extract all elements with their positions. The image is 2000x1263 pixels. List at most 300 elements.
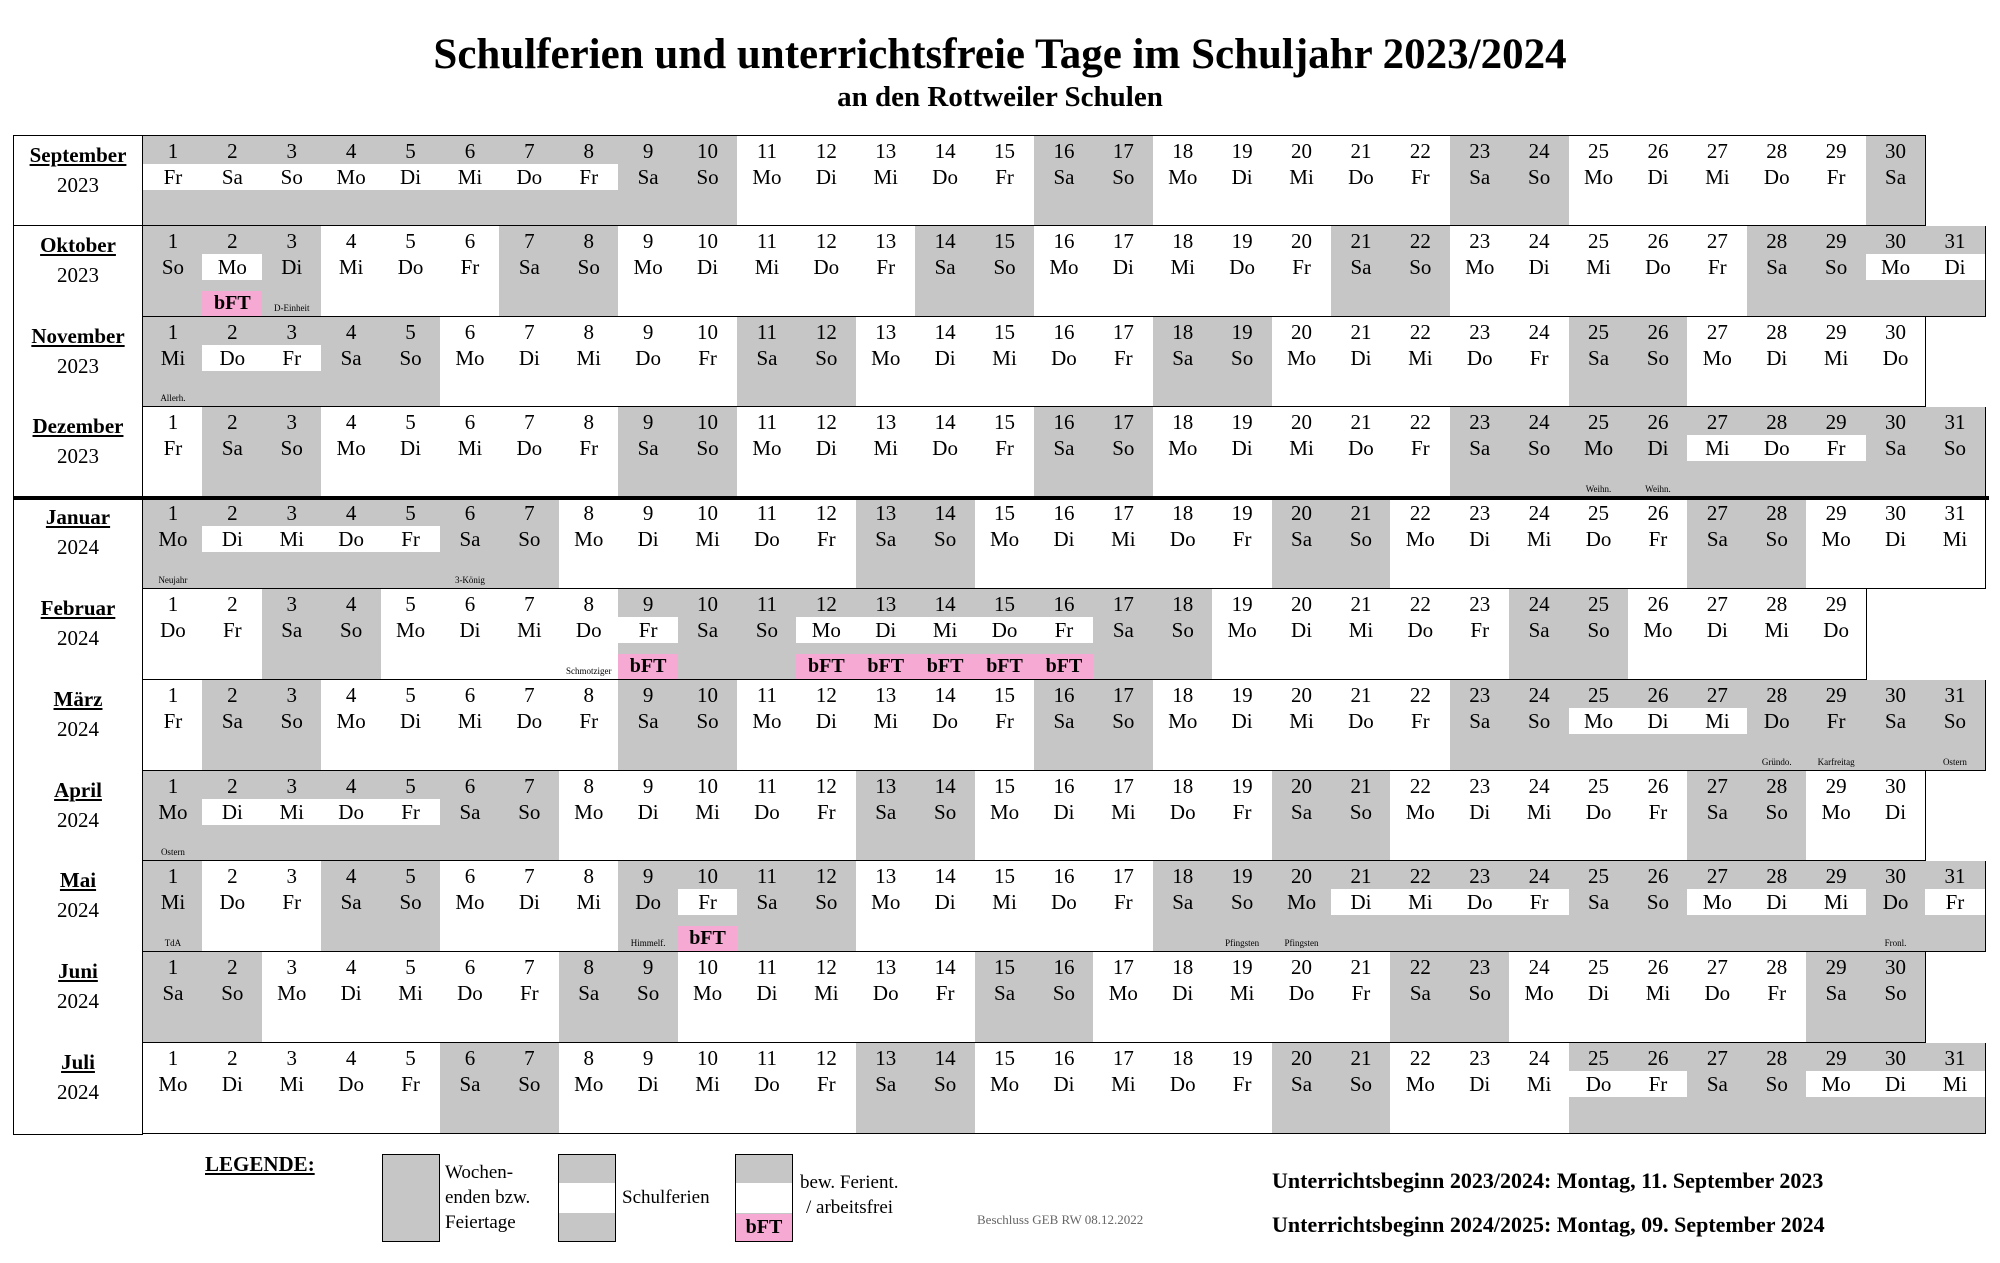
- day-number: 1: [167, 410, 179, 435]
- day-weekday: Fr: [1113, 345, 1133, 370]
- day-weekday: Sa: [1588, 345, 1610, 370]
- day-weekday: Sa: [994, 981, 1016, 1006]
- day-number: 20: [1291, 1046, 1313, 1070]
- day-number: 13: [875, 319, 897, 344]
- day-cell: [1747, 952, 1808, 1043]
- month-label: [13, 135, 143, 226]
- day-weekday: Sa: [1825, 981, 1847, 1006]
- day-number: 23: [1469, 139, 1491, 163]
- day-weekday: Mi: [517, 618, 542, 642]
- holiday-note: Ostern: [1942, 756, 1967, 767]
- day-weekday: Mi: [695, 1072, 720, 1096]
- day-weekday: Di: [1231, 708, 1253, 733]
- day-cell: [559, 589, 620, 680]
- day-cell: [856, 861, 917, 952]
- day-number: 26: [1647, 139, 1669, 163]
- day-cell: [1450, 861, 1511, 952]
- day-weekday: Sa: [1885, 436, 1907, 461]
- day-number: 8: [583, 139, 594, 163]
- day-number: 21: [1350, 228, 1372, 253]
- day-cell: [262, 589, 323, 680]
- day-cell: [1390, 135, 1451, 226]
- day-cell: [618, 1043, 679, 1134]
- day-cell: [796, 771, 857, 862]
- holiday-note: Fronl.: [1884, 938, 1907, 949]
- day-weekday: Di: [400, 708, 422, 733]
- day-weekday: So: [696, 165, 719, 189]
- day-cell: [1687, 861, 1748, 952]
- day-cell: [1272, 589, 1333, 680]
- day-weekday: So: [934, 1072, 957, 1096]
- day-cell: [1628, 498, 1689, 589]
- day-weekday: Fr: [282, 890, 302, 915]
- day-weekday: So: [221, 981, 244, 1006]
- day-number: 5: [405, 592, 416, 616]
- day-weekday: Fr: [678, 889, 738, 915]
- day-cell: [1331, 498, 1392, 589]
- day-number: 6: [464, 773, 476, 798]
- day-number: 6: [464, 955, 476, 980]
- day-cell: [1153, 498, 1214, 589]
- day-weekday: Mo: [1168, 708, 1198, 733]
- day-cell: [1390, 407, 1451, 498]
- day-weekday: Fr: [995, 436, 1014, 461]
- day-weekday: Fr: [143, 164, 203, 190]
- day-weekday: Fr: [1707, 254, 1727, 279]
- day-number: 20: [1291, 139, 1313, 163]
- day-cell: [618, 589, 679, 680]
- day-number: 15: [994, 864, 1016, 889]
- month-name: Juni: [58, 959, 98, 984]
- day-weekday: So: [1231, 345, 1254, 370]
- day-number: 1: [167, 139, 179, 163]
- day-weekday: Fr: [559, 164, 619, 190]
- day-cell: [1450, 407, 1511, 498]
- day-number: 1: [167, 773, 179, 798]
- day-cell: [1866, 1043, 1927, 1134]
- day-weekday: Mi: [440, 164, 500, 190]
- legend-bft-swatch: [735, 1154, 793, 1242]
- day-cell: [1747, 1043, 1808, 1134]
- day-weekday: So: [1171, 618, 1194, 642]
- day-number: 25: [1588, 228, 1610, 253]
- day-number: 11: [756, 592, 778, 616]
- day-weekday: Sa: [637, 708, 659, 733]
- day-cell: [202, 861, 263, 952]
- day-cell: [796, 498, 857, 589]
- day-number: 7: [524, 228, 535, 253]
- holiday-note: Allerh.: [160, 393, 186, 404]
- day-cell: [678, 135, 739, 226]
- day-weekday: Fr: [1232, 1072, 1252, 1096]
- day-weekday: Sa: [1291, 527, 1313, 552]
- day-cell: [1093, 498, 1154, 589]
- day-cell: [1331, 952, 1392, 1043]
- day-cell: [618, 135, 679, 226]
- day-weekday: Di: [1053, 527, 1075, 552]
- day-number: 21: [1350, 773, 1372, 798]
- day-cell: [1450, 317, 1511, 408]
- day-cell: [1687, 680, 1748, 771]
- day-weekday: Sa: [1053, 708, 1075, 733]
- day-weekday: Do: [1882, 345, 1909, 370]
- day-cell: [1034, 589, 1095, 680]
- day-weekday: Sa: [1706, 1072, 1728, 1096]
- day-number: 4: [345, 319, 357, 344]
- day-weekday: So: [518, 799, 541, 824]
- day-weekday: Di: [1647, 436, 1669, 461]
- day-number: 15: [994, 773, 1016, 798]
- day-number: 10: [697, 773, 719, 798]
- day-number: 9: [642, 955, 654, 980]
- day-weekday: Mi: [695, 527, 720, 552]
- day-cell: [975, 498, 1036, 589]
- day-weekday: So: [1468, 981, 1491, 1006]
- day-number: 2: [227, 773, 238, 798]
- day-cell: [1628, 771, 1689, 862]
- day-number: 22: [1409, 501, 1431, 526]
- day-number: 2: [227, 228, 238, 253]
- day-weekday: Fr: [1470, 618, 1490, 642]
- day-weekday: Mi: [1526, 527, 1552, 552]
- day-weekday: Sa: [340, 890, 362, 915]
- day-cell: [202, 771, 263, 862]
- day-number: 15: [994, 139, 1016, 163]
- day-cell: [143, 498, 204, 589]
- day-number: 16: [1053, 682, 1075, 707]
- day-weekday: Mo: [871, 890, 901, 915]
- day-number: 24: [1528, 228, 1550, 253]
- day-number: 4: [345, 1046, 357, 1070]
- day-weekday: So: [1349, 527, 1373, 552]
- day-weekday: So: [1587, 618, 1610, 642]
- day-number: 18: [1172, 410, 1194, 435]
- day-cell: [1034, 680, 1095, 771]
- day-cell: [321, 498, 382, 589]
- day-cell: [499, 680, 560, 771]
- day-weekday: Mi: [1925, 1071, 1985, 1097]
- day-cell: [1331, 407, 1392, 498]
- day-number: 18: [1172, 319, 1194, 344]
- day-cell: [381, 589, 442, 680]
- day-number: 15: [994, 228, 1016, 253]
- day-number: 9: [642, 1046, 654, 1070]
- day-cell: [1390, 861, 1451, 952]
- day-number: 16: [1053, 773, 1075, 798]
- day-number: 19: [1231, 773, 1253, 798]
- day-number: 27: [1706, 228, 1728, 253]
- day-cell: [559, 861, 620, 952]
- day-number: 5: [405, 410, 416, 435]
- day-number: 8: [583, 864, 594, 889]
- day-weekday: So: [161, 254, 185, 279]
- day-number: 26: [1647, 1046, 1669, 1070]
- day-number: 16: [1053, 228, 1075, 253]
- day-weekday: Mo: [989, 1072, 1020, 1096]
- day-cell: [1747, 407, 1808, 498]
- day-weekday: Fr: [163, 436, 183, 461]
- day-cell: [737, 407, 798, 498]
- day-weekday: Do: [202, 345, 262, 371]
- day-number: 23: [1469, 228, 1491, 253]
- day-number: 31: [1944, 228, 1966, 253]
- day-weekday: Mi: [1111, 1072, 1136, 1096]
- day-weekday: Mi: [1764, 618, 1789, 642]
- day-cell: [1153, 680, 1214, 771]
- day-weekday: Mi: [695, 799, 720, 824]
- day-number: 22: [1409, 864, 1431, 889]
- day-weekday: Do: [338, 1072, 364, 1096]
- day-number: 6: [464, 592, 476, 616]
- day-cell: [1390, 498, 1451, 589]
- day-weekday: Di: [637, 1072, 659, 1096]
- day-weekday: Do: [575, 618, 602, 642]
- day-cell: [1806, 226, 1867, 317]
- day-number: 13: [875, 682, 897, 707]
- day-weekday: Fr: [1529, 345, 1549, 370]
- day-number: 9: [642, 592, 654, 616]
- day-number: 30: [1885, 228, 1907, 253]
- day-weekday: Mo: [989, 527, 1020, 552]
- day-number: 3: [286, 139, 297, 163]
- day-cell: [1212, 771, 1273, 862]
- day-cell: [1569, 861, 1630, 952]
- day-weekday: Mi: [1645, 981, 1671, 1006]
- day-cell: [1747, 226, 1808, 317]
- day-cell: [1390, 771, 1451, 862]
- day-cell: [143, 1043, 204, 1134]
- day-number: 14: [934, 955, 956, 980]
- day-weekday: Fr: [381, 526, 441, 552]
- day-number: 10: [697, 228, 719, 253]
- day-cell: [1093, 317, 1154, 408]
- day-cell: [1866, 407, 1927, 498]
- day-number: 17: [1112, 955, 1134, 980]
- day-number: 1: [167, 682, 179, 707]
- day-cell: [1687, 135, 1748, 226]
- day-number: 12: [815, 410, 837, 435]
- day-weekday: Di: [637, 527, 659, 552]
- day-weekday: Fr: [816, 799, 836, 824]
- day-number: 14: [934, 139, 956, 163]
- day-weekday: Sa: [1172, 890, 1194, 915]
- day-weekday: Fr: [816, 1072, 836, 1096]
- day-number: 8: [583, 228, 594, 253]
- day-number: 22: [1409, 955, 1431, 980]
- day-weekday: Do: [813, 254, 840, 279]
- day-number: 13: [875, 410, 897, 435]
- day-cell: [1153, 135, 1214, 226]
- day-cell: [1687, 498, 1748, 589]
- month-name: April: [54, 777, 102, 802]
- day-weekday: Mo: [1687, 889, 1747, 915]
- day-number: 22: [1409, 592, 1431, 616]
- day-weekday: Di: [202, 799, 262, 825]
- day-cell: [143, 407, 204, 498]
- day-weekday: So: [815, 345, 838, 370]
- day-cell: [1569, 680, 1630, 771]
- day-cell: [1034, 135, 1095, 226]
- day-number: 9: [642, 501, 654, 526]
- day-weekday: Di: [518, 345, 540, 370]
- day-weekday: Do: [754, 527, 780, 552]
- day-weekday: Sa: [637, 165, 659, 189]
- day-weekday: Sa: [518, 254, 540, 279]
- legend-bft-text: bew. Ferient. / arbeitsfrei: [800, 1172, 899, 1218]
- day-weekday: Do: [872, 981, 899, 1006]
- day-number: 30: [1885, 139, 1907, 163]
- day-cell: [1212, 226, 1273, 317]
- day-weekday: Mi: [279, 1072, 304, 1096]
- day-cell: [678, 498, 739, 589]
- day-cell: [1272, 861, 1333, 952]
- day-weekday: Di: [1053, 1072, 1075, 1096]
- day-number: 18: [1172, 501, 1194, 526]
- day-number: 5: [405, 864, 416, 889]
- day-cell: [737, 226, 798, 317]
- day-weekday: Di: [1647, 165, 1669, 189]
- day-cell: [1034, 498, 1095, 589]
- day-number: 24: [1528, 682, 1550, 707]
- day-weekday: Fr: [1767, 981, 1787, 1006]
- day-weekday: Do: [321, 799, 381, 825]
- day-cell: [975, 135, 1036, 226]
- day-number: 2: [227, 139, 238, 163]
- day-weekday: Sa: [1112, 618, 1134, 642]
- day-cell: [796, 589, 857, 680]
- day-cell: [1093, 952, 1154, 1043]
- day-cell: [559, 407, 620, 498]
- day-cell: [1331, 771, 1392, 862]
- day-weekday: Di: [856, 617, 916, 643]
- day-cell: [559, 771, 620, 862]
- day-cell: [499, 407, 560, 498]
- day-weekday: Di: [934, 345, 956, 370]
- day-cell: [1331, 861, 1392, 952]
- day-cell: [1806, 861, 1867, 952]
- day-weekday: Mi: [915, 617, 975, 643]
- day-cell: [678, 226, 739, 317]
- day-cell: [559, 498, 620, 589]
- day-cell: [1509, 861, 1570, 952]
- day-number: 13: [875, 864, 897, 889]
- day-number: 18: [1172, 955, 1194, 980]
- unterrichtsbeginn-2024: Unterrichtsbeginn 2024/2025: Montag, 09. September 2024: [1272, 1212, 1825, 1237]
- day-cell: [381, 861, 442, 952]
- day-weekday: So: [993, 254, 1016, 279]
- day-number: 24: [1528, 410, 1550, 435]
- day-weekday: Mo: [752, 436, 782, 461]
- day-weekday: Mi: [1348, 618, 1374, 642]
- day-number: 15: [994, 319, 1016, 344]
- day-weekday: Di: [637, 799, 659, 824]
- day-cell: [1272, 680, 1333, 771]
- day-number: 22: [1409, 139, 1431, 163]
- day-number: 25: [1588, 864, 1610, 889]
- day-cell: [1272, 1043, 1333, 1134]
- day-weekday: Sa: [934, 254, 956, 279]
- day-weekday: So: [1528, 436, 1551, 461]
- day-number: 29: [1825, 1046, 1847, 1070]
- day-weekday: So: [1765, 799, 1788, 824]
- day-number: 12: [815, 501, 837, 526]
- day-number: 12: [815, 773, 837, 798]
- day-cell: [856, 135, 917, 226]
- day-weekday: Sa: [637, 436, 659, 461]
- day-number: 13: [875, 228, 897, 253]
- day-number: 19: [1231, 501, 1253, 526]
- day-weekday: Fr: [1232, 527, 1252, 552]
- month-year: 2023: [57, 353, 99, 378]
- day-weekday: Do: [1169, 527, 1196, 552]
- day-weekday: Do: [1169, 799, 1196, 824]
- day-cell: [856, 589, 917, 680]
- day-cell: [796, 135, 857, 226]
- day-weekday: Fr: [1826, 165, 1846, 189]
- day-number: 23: [1469, 864, 1491, 889]
- day-number: 4: [345, 773, 357, 798]
- day-cell: [381, 771, 442, 862]
- day-cell: [975, 680, 1036, 771]
- bft-badge: bFT: [796, 654, 856, 679]
- day-weekday: Do: [1169, 1072, 1196, 1096]
- day-number: 18: [1172, 1046, 1194, 1070]
- day-weekday: Mo: [158, 799, 188, 824]
- day-weekday: Fr: [1826, 708, 1846, 733]
- holiday-note: Ostern: [160, 847, 185, 858]
- day-cell: [1034, 226, 1095, 317]
- day-weekday: Fr: [1410, 436, 1430, 461]
- month-label: [13, 952, 143, 1044]
- day-number: 31: [1944, 410, 1966, 435]
- day-cell: [796, 952, 857, 1043]
- day-cell: [143, 226, 204, 317]
- day-number: 26: [1647, 228, 1669, 253]
- day-number: 18: [1172, 592, 1194, 616]
- month-year: 2023: [57, 173, 99, 197]
- day-cell: [1569, 952, 1630, 1043]
- day-cell: [1093, 861, 1154, 952]
- day-number: 12: [815, 682, 837, 707]
- day-number: 16: [1053, 592, 1075, 616]
- day-weekday: So: [934, 799, 957, 824]
- day-cell: [321, 952, 382, 1043]
- day-cell: [1806, 498, 1867, 589]
- day-number: 8: [583, 1046, 594, 1070]
- day-weekday: So: [280, 436, 303, 461]
- day-number: 14: [934, 682, 956, 707]
- day-number: 23: [1469, 592, 1491, 616]
- day-weekday: Sa: [578, 981, 600, 1006]
- day-weekday: Di: [1925, 254, 1985, 280]
- day-weekday: So: [1825, 254, 1848, 279]
- day-weekday: Do: [516, 436, 543, 461]
- day-weekday: So: [1112, 708, 1135, 733]
- day-number: 23: [1469, 501, 1491, 526]
- day-number: 28: [1766, 1046, 1788, 1070]
- day-weekday: Mo: [455, 890, 485, 915]
- day-weekday: Mo: [455, 345, 485, 370]
- day-cell: [262, 226, 323, 317]
- day-number: 7: [524, 682, 535, 707]
- day-weekday: Do: [1407, 618, 1434, 642]
- day-weekday: Do: [1704, 981, 1731, 1006]
- day-weekday: Sa: [1409, 981, 1431, 1006]
- day-number: 10: [697, 682, 719, 707]
- month-name: September: [29, 143, 127, 167]
- day-cell: [381, 952, 442, 1043]
- day-weekday: Sa: [1528, 618, 1550, 642]
